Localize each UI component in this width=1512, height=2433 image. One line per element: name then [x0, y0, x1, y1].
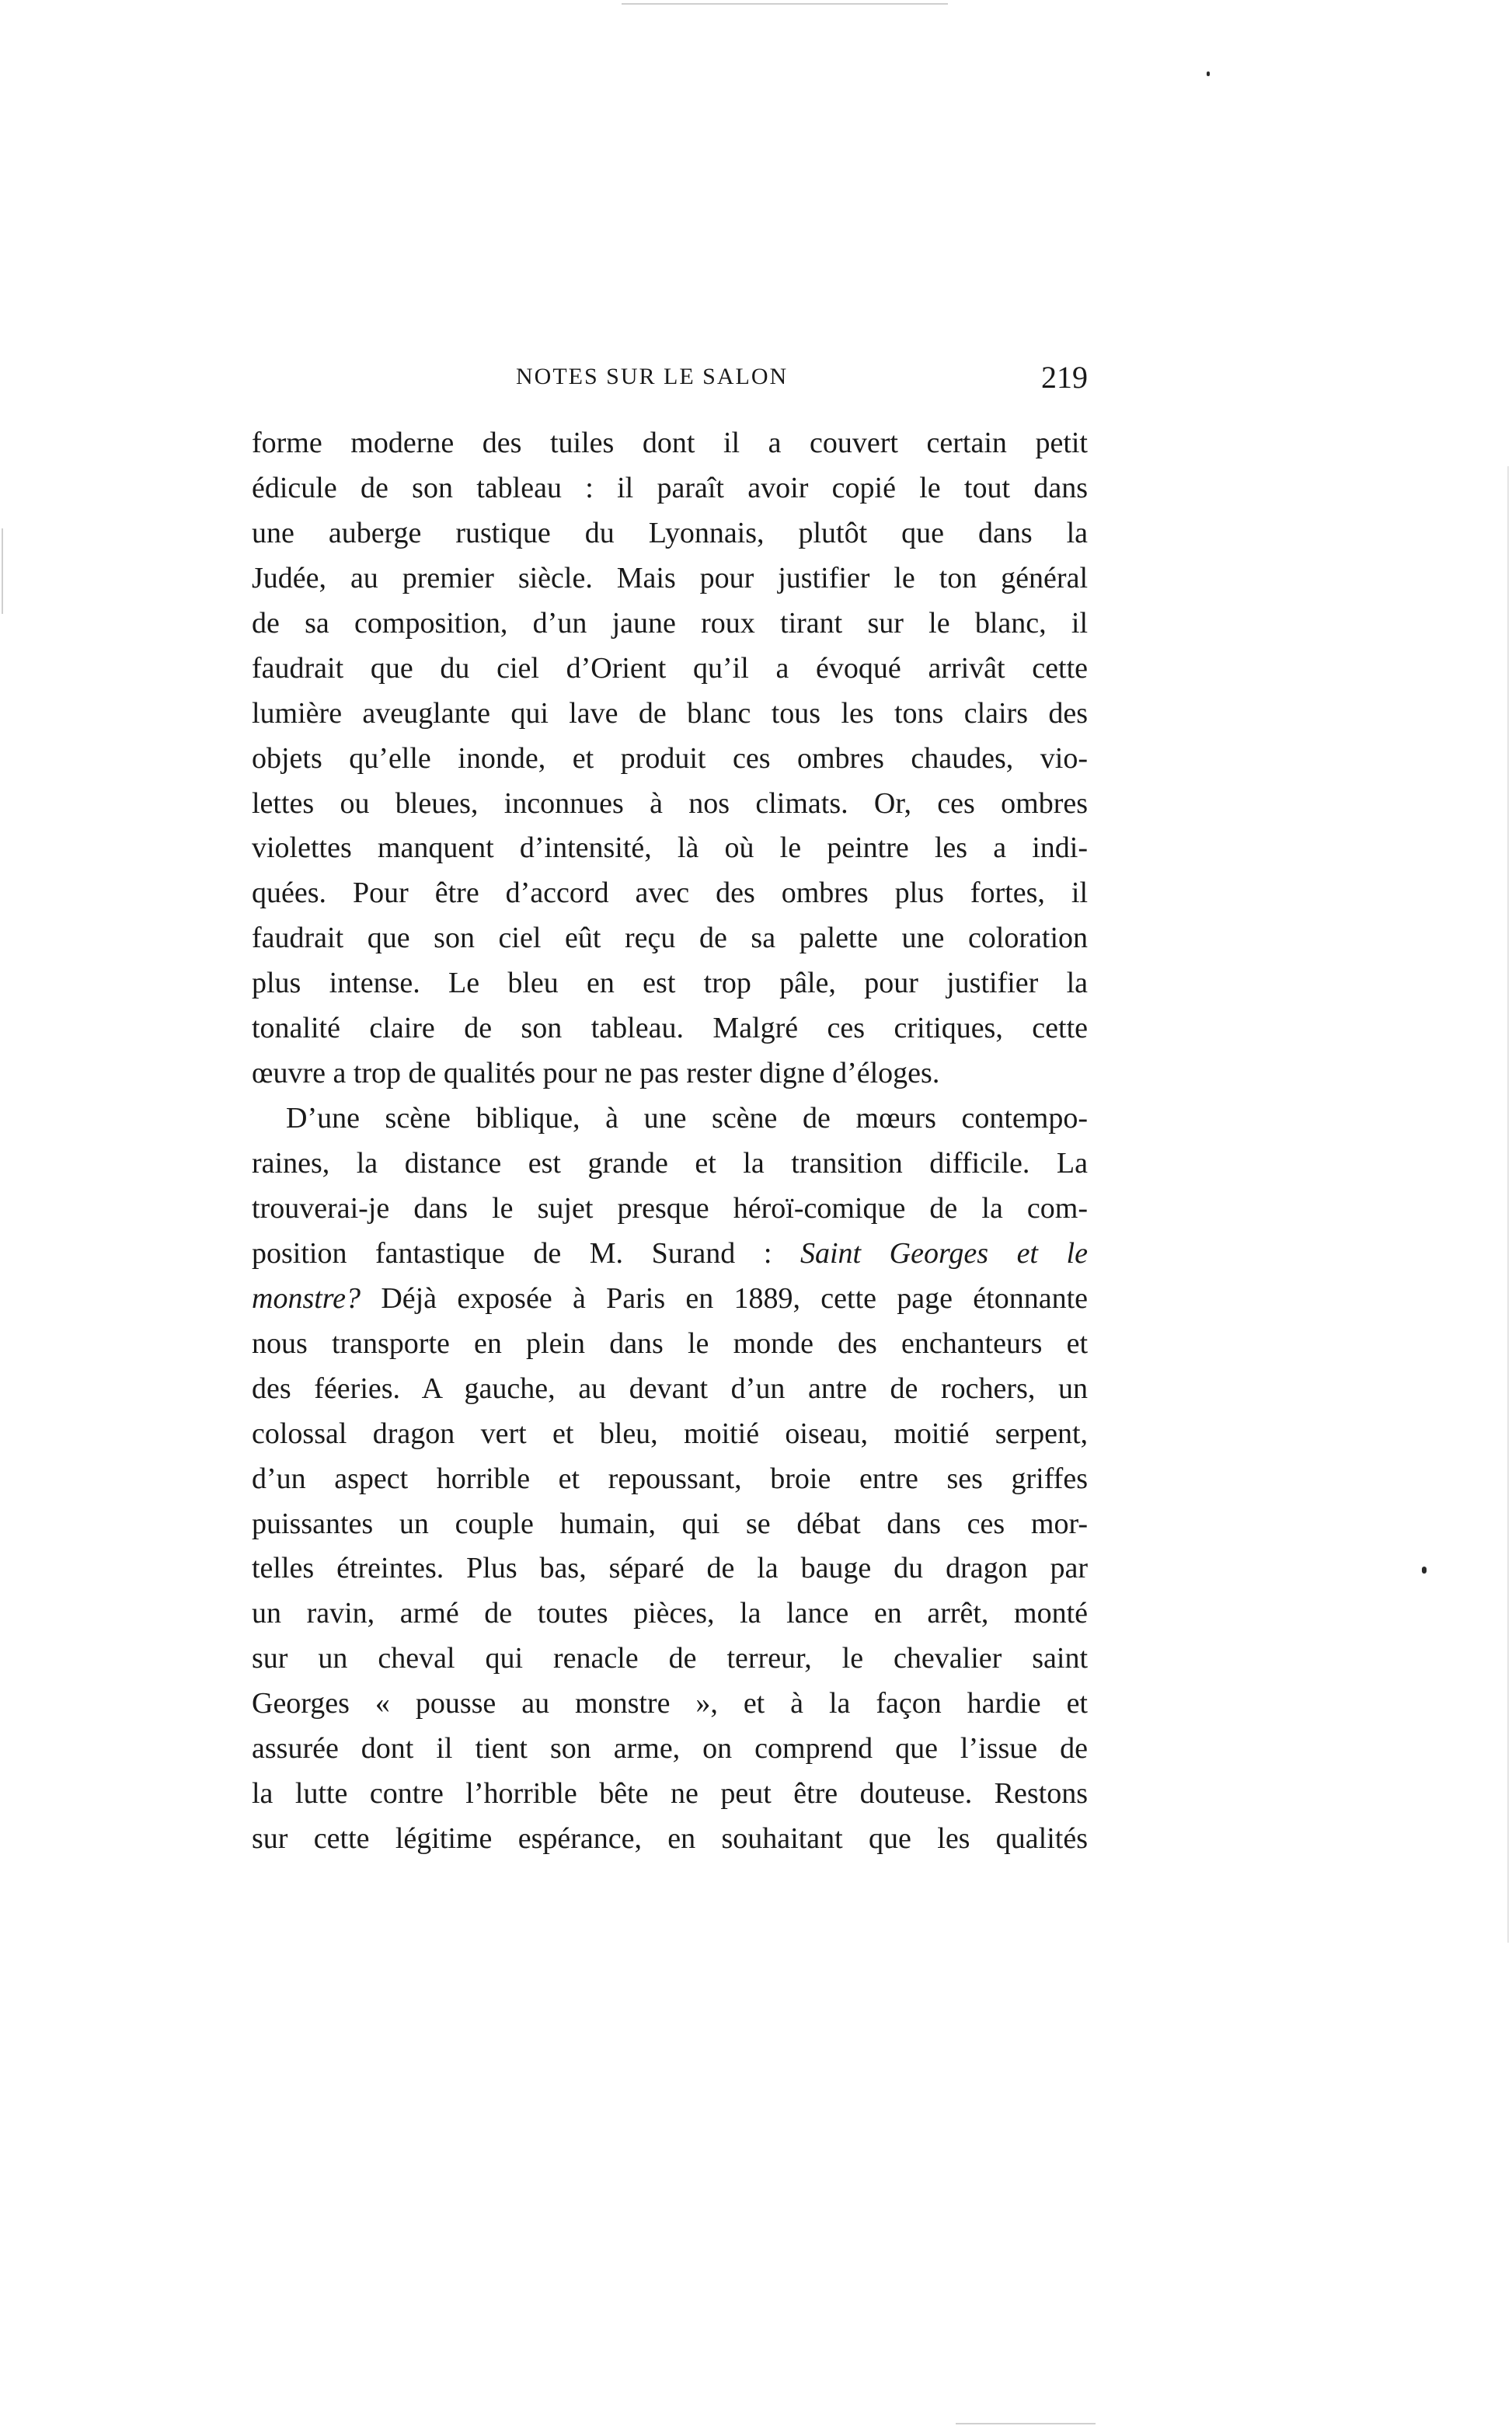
body-text	[252, 421, 1088, 1862]
text-line: objets qu’elle inonde, et produit ces ombres chaudes, vio-	[252, 741, 1088, 775]
text-line: Judée, au premier siècle. Mais pour justifier le ton général	[252, 561, 1088, 594]
text-line: colossal dragon vert et bleu, moitié oiseau, moitié serpent,	[252, 1417, 1088, 1450]
text-line: forme moderne des tuiles dont il a couvert certain petit	[252, 427, 1088, 459]
artwork-title-part-1: Saint Georges et le	[800, 1236, 1088, 1270]
text-line-with-title	[252, 1277, 1088, 1322]
text-fragment: Déjà exposée à Paris en 1889, cette page étonnante	[361, 1281, 1088, 1315]
text-line: nous transporte en plein dans le monde des enchanteurs et	[252, 1326, 1088, 1360]
text-line: raines, la distance est grande et la transition difficile. La	[252, 1147, 1088, 1180]
text-line: un ravin, armé de toutes pièces, la lance en arrêt, monté	[252, 1597, 1088, 1630]
scan-edge-mark-left	[2, 528, 3, 614]
text-line: sur un cheval qui renacle de terreur, le chevalier saint	[252, 1642, 1088, 1675]
text-line-with-title	[252, 1232, 1088, 1277]
scan-edge-mark-right	[1507, 466, 1509, 1943]
scan-edge-mark-top	[622, 3, 948, 5]
text-line: lumière aveuglante qui lave de blanc tous les tons clairs des	[252, 696, 1088, 730]
text-line: faudrait que du ciel d’Orient qu’il a évoqué arrivât cette	[252, 651, 1088, 685]
text-line: de sa composition, d’un jaune roux tirant sur le blanc, il	[252, 606, 1088, 640]
text-line: la lutte contre l’horrible bête ne peut être douteuse. Restons	[252, 1777, 1088, 1811]
scan-speck	[1422, 1567, 1427, 1574]
paragraph-start-line: D’une scène biblique, à une scène de mœurs contempo-	[286, 1102, 1088, 1135]
text-line: violettes manquent d’intensité, là où le peintre les a indi-	[252, 831, 1088, 865]
page-number: 219	[1041, 360, 1088, 395]
text-line: des féeries. A gauche, au devant d’un antre de rochers, un	[252, 1372, 1088, 1405]
scan-edge-mark-bottom	[956, 2423, 1096, 2424]
text-line: puissantes un couple humain, qui se débat dans ces mor-	[252, 1507, 1088, 1540]
scan-speck	[1207, 71, 1210, 76]
text-line: édicule de son tableau : il paraît avoir copié le tout dans	[252, 471, 1088, 504]
text-line: d’un aspect horrible et repoussant, broie entre ses griffes	[252, 1462, 1088, 1495]
text-line: Georges « pousse au monstre », et à la façon hardie et	[252, 1687, 1088, 1720]
text-line: trouverai-je dans le sujet presque héroï-comique de la com-	[252, 1191, 1088, 1225]
text-line: quées. Pour être d’accord avec des ombres plus fortes, il	[252, 877, 1088, 910]
text-line: lettes ou bleues, inconnues à nos climats. Or, ces ombres	[252, 786, 1088, 820]
text-line: sur cette légitime espérance, en souhaitant que les qualités	[252, 1822, 1088, 1856]
text-line: plus intense. Le bleu en est trop pâle, pour justifier la	[252, 967, 1088, 1000]
text-line: tonalité claire de son tableau. Malgré ces critiques, cette	[252, 1012, 1088, 1045]
text-line: telles étreintes. Plus bas, séparé de la bauge du dragon par	[252, 1552, 1088, 1585]
text-line: faudrait que son ciel eût reçu de sa palette une coloration	[252, 922, 1088, 955]
text-fragment: position fantastique de M. Surand :	[252, 1236, 800, 1270]
running-head-title: NOTES SUR LE SALON	[516, 364, 789, 389]
paragraph-end-line: œuvre a trop de qualités pour ne pas rester digne d’éloges.	[252, 1057, 940, 1090]
running-head	[252, 359, 1088, 398]
text-line: une auberge rustique du Lyonnais, plutôt que dans la	[252, 516, 1088, 549]
artwork-title-part-2: monstre?	[252, 1281, 361, 1315]
text-line: assurée dont il tient son arme, on comprend que l’issue de	[252, 1732, 1088, 1765]
